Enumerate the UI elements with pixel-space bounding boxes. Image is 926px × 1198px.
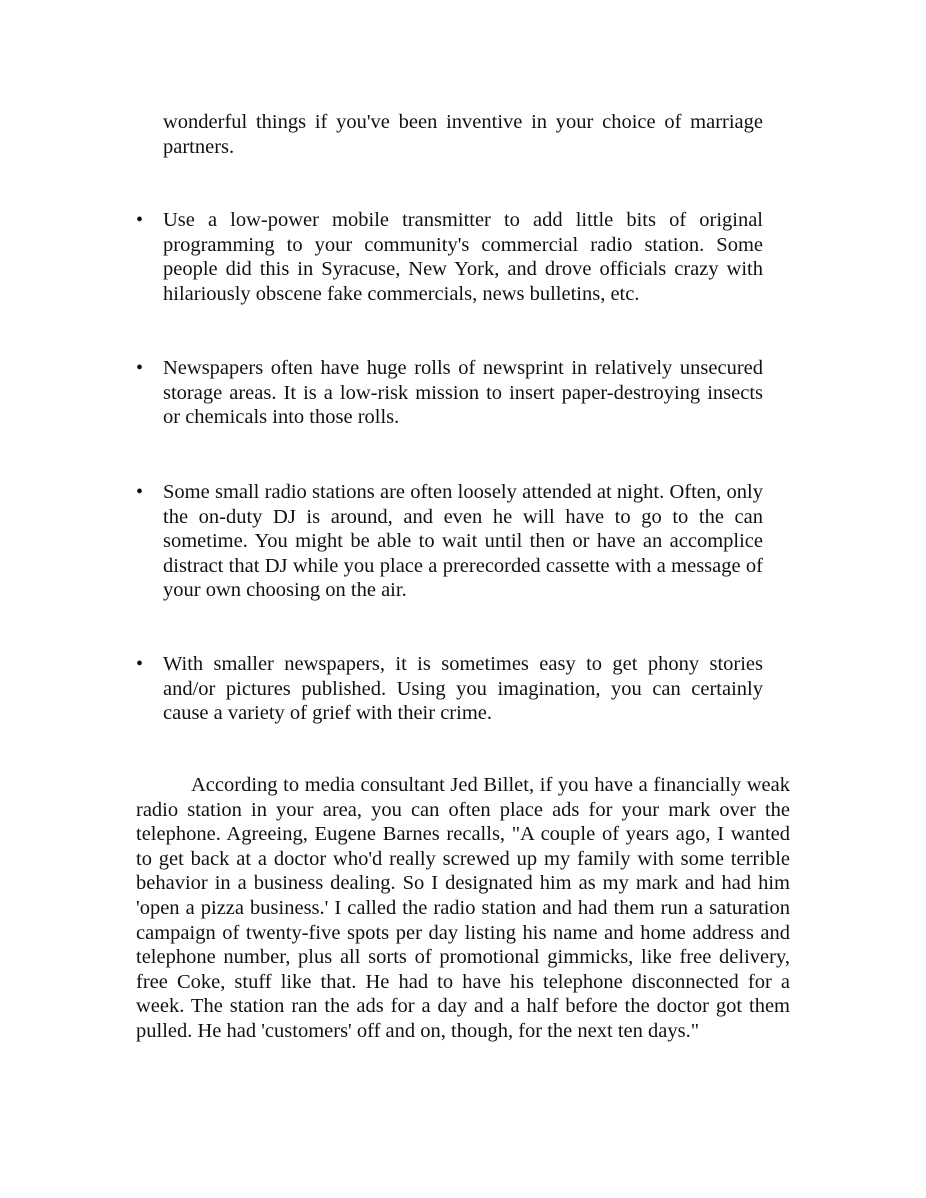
- bullet-marker: •: [136, 481, 144, 503]
- bullet-text: Some small radio stations are often loosely attended at night. Often, only the on-duty DJ is around, and even he will have to go to the can sometime. You might be able to wait until then or have an accomplice distract that DJ while you place a prerecorded cassette with a message of your own choosing on the air.: [163, 481, 763, 602]
- body-paragraph: According to media consultant Jed Billet, if you have a financially weak radio station in your area, you can often place ads for your mark over the telephone. Agreeing, Eugene Barnes recalls, "A couple of years ago, I wanted to get back at a doctor who'd really screwed up my family with some terrible behavior in a business dealing. So I designated him as my mark and had him 'open a pizza business.' I called the radio station and had them run a saturation campaign of twenty-five spots per day listing his name and home address and telephone number, plus all sorts of promotional gimmicks, like free delivery, free Coke, stuff like that. He had to have his telephone disconnected for a week. The station ran the ads for a day and a half before the doctor got them pulled. He had 'customers' off and on, though, for the next ten days.": [136, 774, 790, 1042]
- bullet-item: [136, 480, 763, 603]
- bullet-marker: •: [136, 653, 144, 675]
- bullet-item: [136, 652, 763, 726]
- bullet-marker: •: [136, 209, 144, 231]
- bullet-text: Newspapers often have huge rolls of newsprint in relatively unsecured storage areas. It is a low-risk mission to insert paper-destroying insects or chemicals into those rolls.: [163, 357, 763, 429]
- continuation-text: wonderful things if you've been inventive in your choice of marriage partners.: [163, 111, 763, 158]
- bullet-item: [136, 208, 763, 306]
- bullet-text: Use a low-power mobile transmitter to add little bits of original programming to your community's commercial radio station. Some people did this in Syracuse, New York, and drove officials crazy with hilariously obscene fake commercials, news bulletins, etc.: [163, 209, 763, 305]
- bullet-text: With smaller newspapers, it is sometimes easy to get phony stories and/or pictures published. Using you imagination, you can certainly cause a variety of grief with their crime.: [163, 653, 763, 725]
- bullet-item: [136, 356, 763, 430]
- bullet-marker: •: [136, 357, 144, 379]
